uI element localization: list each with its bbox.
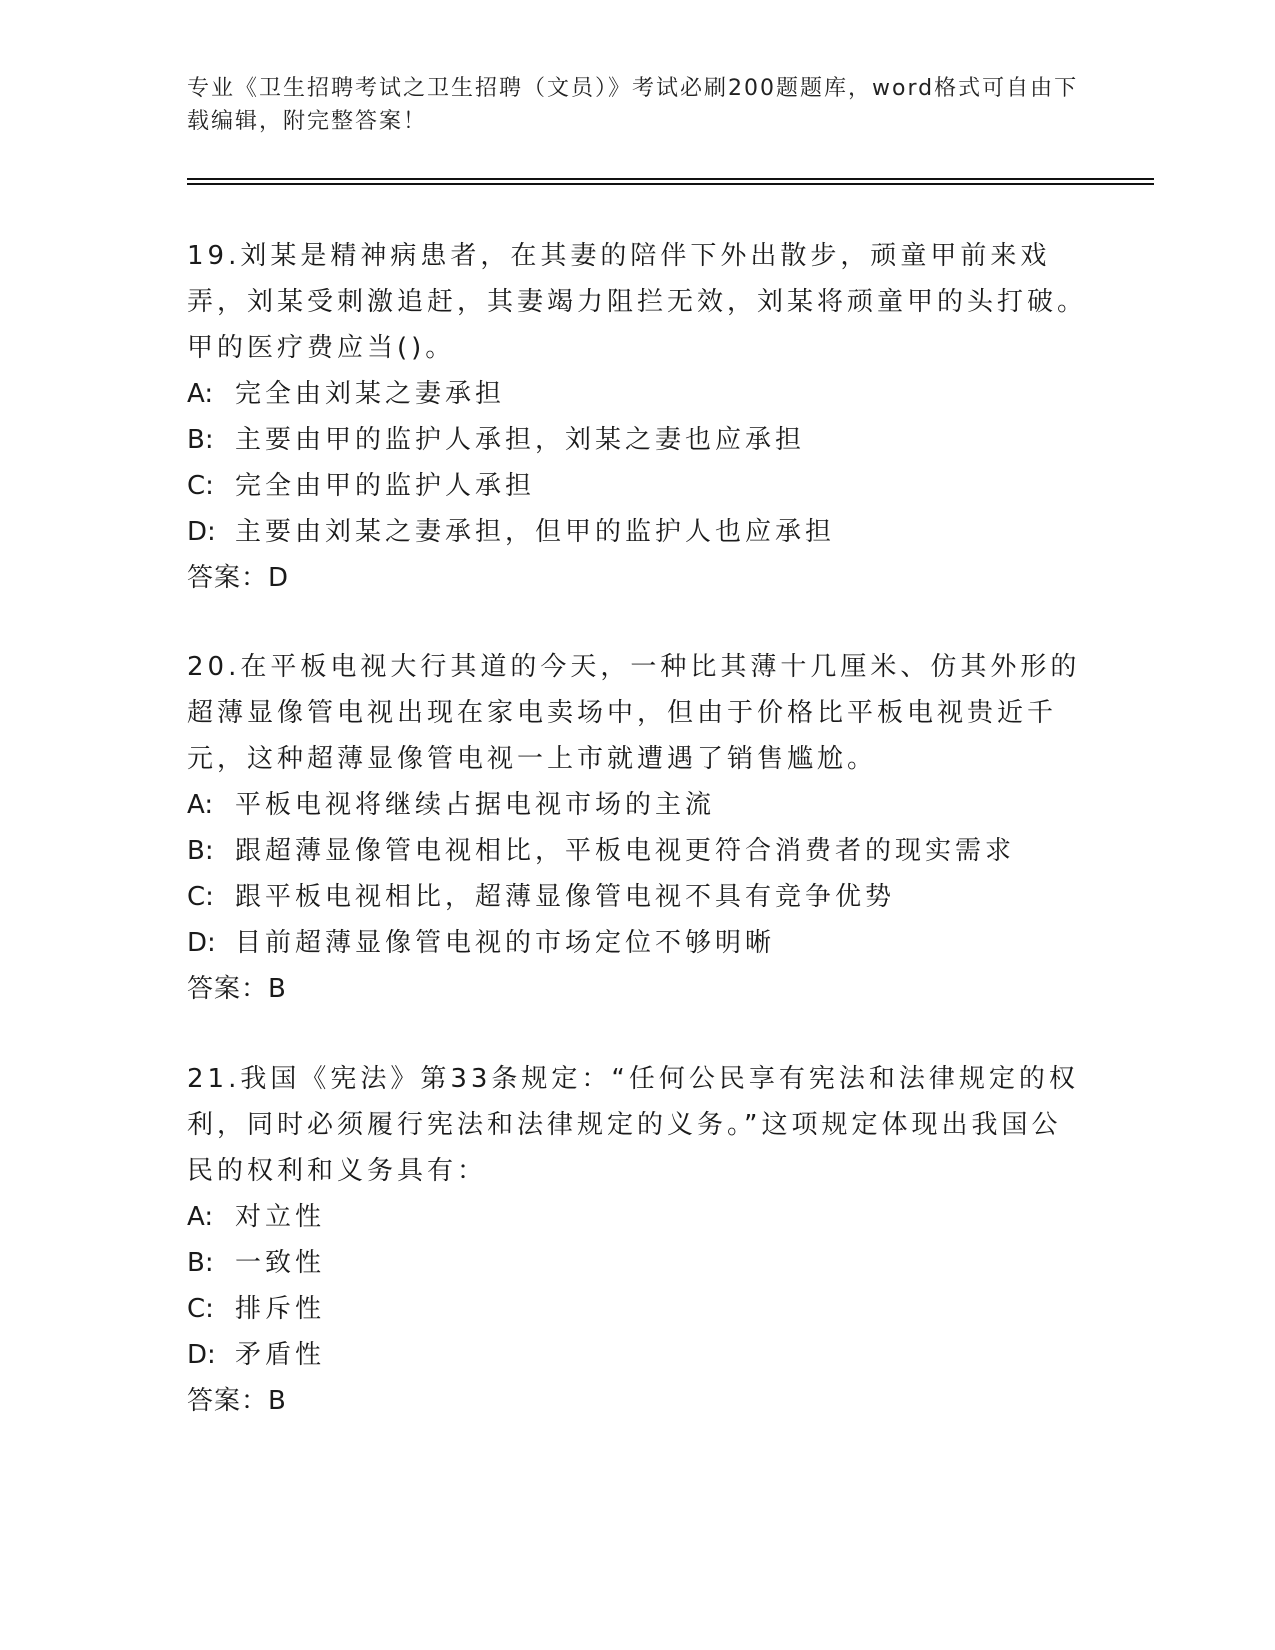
option-a: [187, 1194, 1087, 1240]
option-b: [187, 1240, 1087, 1286]
option-letter: B:: [187, 1248, 214, 1278]
question-stem: 19.刘某是精神病患者，在其妻的陪伴下外出散步，顽童甲前来戏弄，刘某受刺激追赶，其妻竭力阻拦无效，刘某将顽童甲的头打破。甲的医疗费应当()。: [187, 241, 1088, 363]
option-text: 矛盾性: [235, 1340, 326, 1370]
option-letter: A:: [187, 790, 214, 820]
option-text: 完全由甲的监护人承担: [235, 471, 536, 501]
option-text: 排斥性: [235, 1294, 326, 1324]
option-text: 主要由甲的监护人承担，刘某之妻也应承担: [235, 425, 806, 455]
option-d: [187, 1332, 1087, 1378]
option-d: [187, 920, 1087, 966]
option-list: [187, 782, 1087, 966]
option-text: 一致性: [235, 1248, 326, 1278]
header-divider-top: [187, 178, 1154, 180]
option-letter: D:: [187, 517, 216, 547]
option-text: 主要由刘某之妻承担，但甲的监护人也应承担: [235, 517, 836, 547]
option-text: 跟超薄显像管电视相比，平板电视更符合消费者的现实需求: [235, 836, 1016, 866]
question-stem: 20.在平板电视大行其道的今天，一种比其薄十几厘米、仿其外形的超薄显像管电视出现在家电卖场中，但由于价格比平板电视贵近千元，这种超薄显像管电视一上市就遭遇了销售尴尬。: [187, 652, 1081, 774]
option-letter: B:: [187, 836, 214, 866]
option-b: [187, 417, 1087, 463]
option-c: [187, 874, 1087, 920]
option-letter: A:: [187, 1202, 214, 1232]
question-21: [187, 1056, 1087, 1424]
option-d: [187, 509, 1087, 555]
question-20: [187, 644, 1087, 1012]
option-list: [187, 371, 1087, 555]
option-letter: C:: [187, 471, 214, 501]
option-a: [187, 782, 1087, 828]
answer-line: 答案：D: [187, 563, 290, 593]
answer-line: 答案：B: [187, 1386, 287, 1416]
option-list: [187, 1194, 1087, 1378]
option-a: [187, 371, 1087, 417]
option-text: 平板电视将继续占据电视市场的主流: [235, 790, 716, 820]
option-letter: C:: [187, 882, 214, 912]
option-letter: A:: [187, 379, 214, 409]
answer-line: 答案：B: [187, 974, 287, 1004]
option-letter: D:: [187, 1340, 216, 1370]
option-b: [187, 828, 1087, 874]
header-divider-bottom: [187, 183, 1154, 185]
option-text: 跟平板电视相比，超薄显像管电视不具有竞争优势: [235, 882, 896, 912]
option-text: 对立性: [235, 1202, 326, 1232]
option-c: [187, 463, 1087, 509]
option-letter: C:: [187, 1294, 214, 1324]
option-text: 目前超薄显像管电视的市场定位不够明晰: [235, 928, 776, 958]
option-text: 完全由刘某之妻承担: [235, 379, 506, 409]
option-c: [187, 1286, 1087, 1332]
option-letter: D:: [187, 928, 216, 958]
option-letter: B:: [187, 425, 214, 455]
question-stem: 21.我国《宪法》第33条规定：“任何公民享有宪法和法律规定的权利，同时必须履行宪法和法律规定的义务。”这项规定体现出我国公民的权利和义务具有：: [187, 1064, 1079, 1186]
document-header-intro: 专业《卫生招聘考试之卫生招聘（文员）》考试必刷200题题库，word格式可自由下载编辑，附完整答案！: [187, 76, 1079, 134]
question-19: [187, 233, 1087, 601]
